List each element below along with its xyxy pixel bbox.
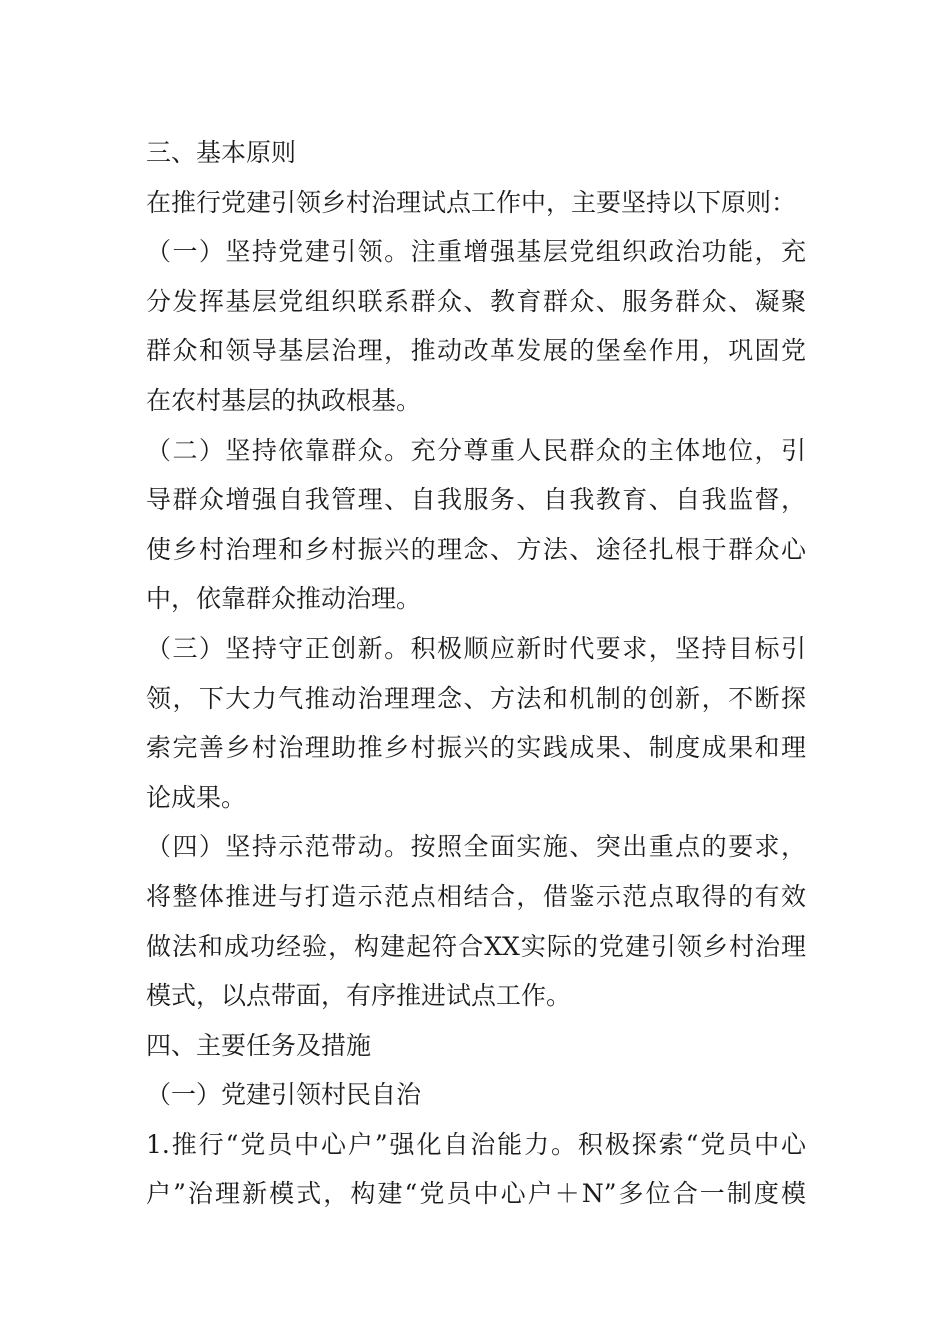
section-heading-basic-principles: 三、基本原则 [146, 138, 297, 167]
paragraph-line: 使乡村治理和乡村振兴的理念、方法、途径扎根于群众心 [146, 534, 806, 564]
paragraph-line: 做法和成功经验，构建起符合XX实际的党建引领乡村治理 [146, 931, 806, 961]
principle-1 [146, 227, 806, 425]
paragraph-line: 户”治理新模式，构建“党员中心户＋N”多位合一制度模 [146, 1179, 806, 1209]
task-1 [146, 1120, 806, 1219]
paragraph-line: 1.推行“党员中心户”强化自治能力。积极探索“党员中心 [146, 1129, 806, 1159]
paragraph-line: （三）坚持守正创新。积极顺应新时代要求，坚持目标引 [146, 633, 806, 663]
paragraph-line: 中，依靠群众推动治理。 [146, 584, 422, 614]
principle-4 [146, 822, 806, 1020]
principles-intro: 在推行党建引领乡村治理试点工作中，主要坚持以下原则： [146, 187, 797, 217]
paragraph-line: （一）坚持党建引领。注重增强基层党组织政治功能，充 [146, 237, 806, 267]
paragraph-line: 将整体推进与打造示范点相结合，借鉴示范点取得的有效 [146, 881, 806, 911]
principle-3 [146, 624, 806, 822]
paragraph-line: 分发挥基层党组织联系群众、教育群众、服务群众、凝聚 [146, 286, 806, 316]
principle-2 [146, 426, 806, 624]
section-heading-main-tasks: 四、主要任务及措施 [146, 1030, 372, 1060]
paragraph-line: 导群众增强自我管理、自我服务、自我教育、自我监督， [146, 485, 806, 515]
paragraph-line: （四）坚持示范带动。按照全面实施、突出重点的要求， [146, 832, 806, 862]
subsection-heading: （一）党建引领村民自治 [146, 1080, 422, 1110]
paragraph-line: 论成果。 [146, 782, 247, 812]
paragraph-line: 领，下大力气推动治理理念、方法和机制的创新，不断探 [146, 683, 806, 713]
document-page [146, 128, 806, 1219]
paragraph-line: 模式，以点带面，有序推进试点工作。 [146, 981, 572, 1011]
paragraph-line: 索完善乡村治理助推乡村振兴的实践成果、制度成果和理 [146, 733, 806, 763]
paragraph-line: 群众和领导基层治理，推动改革发展的堡垒作用，巩固党 [146, 336, 806, 366]
paragraph-line: 在农村基层的执政根基。 [146, 385, 422, 415]
paragraph-line: （二）坚持依靠群众。充分尊重人民群众的主体地位，引 [146, 435, 806, 465]
